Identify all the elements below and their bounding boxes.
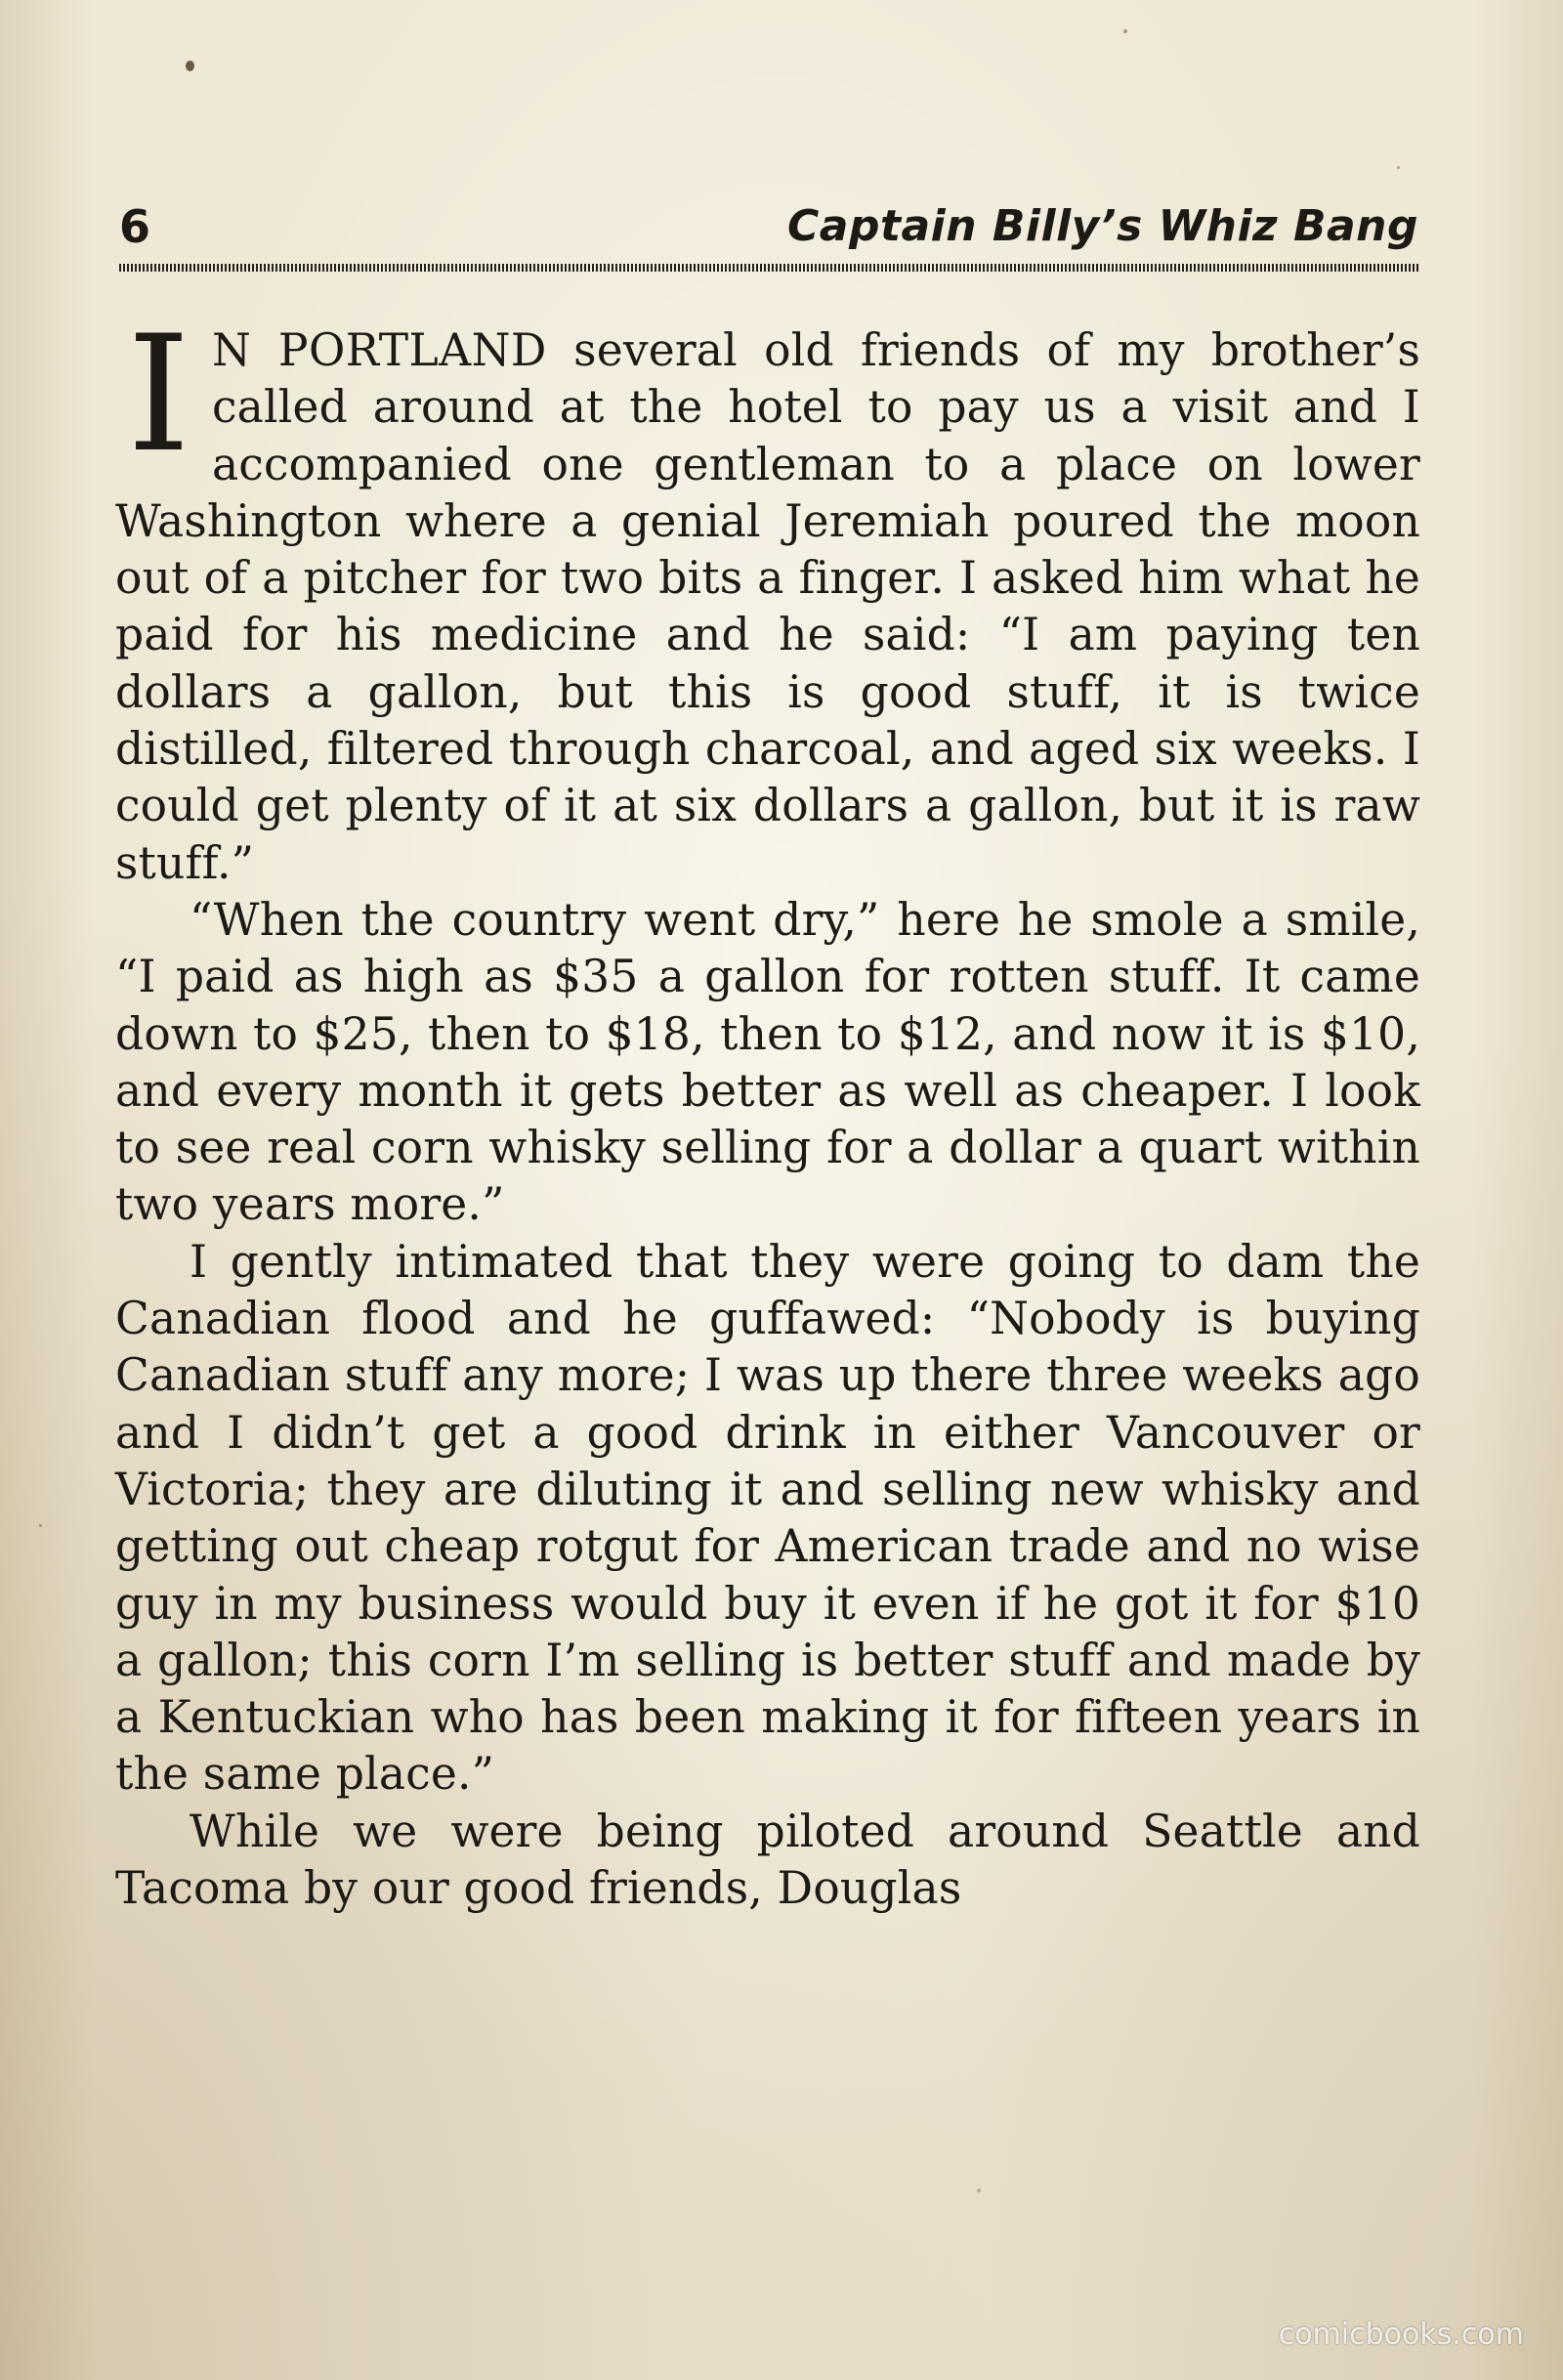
watermark: comicbooks.com <box>1278 2317 1524 2352</box>
paragraph-1-text: several old friends of my brother’s called around at the hotel to pay us a visit and I accompanied one gentleman to a place on lower Washington where a genial Jeremiah poured the moon out of a pitcher for two bits a finger. I asked him what he paid for his medicine and he said: “I am paying ten dollars a gallon, but this is good stuff, it is twice distilled, filtered through charcoal, and aged six weeks. I could get plenty of it at six dollars a gallon, but it is raw stuff.” <box>115 324 1420 889</box>
page-header <box>119 195 1418 258</box>
page-number: 6 <box>119 200 151 253</box>
paragraph-3: I gently intimated that they were going to dam the Canadian flood and he guffawed: “Nobody is buying Canadian stuff any more; I was up there three weeks ago and I didn’t get a good drink in either Vancouver or Victoria; they are diluting it and selling new whisky and getting out cheap rotgut for American trade and no wise guy in my business would buy it even if he got it for $10 a gallon; this corn I’m selling is better stuff and made by a Kentuckian who has been making it for fifteen years in the same place.” <box>115 1235 1420 1801</box>
running-title: Captain Billy’s Whiz Bang <box>786 201 1418 251</box>
drop-cap: I <box>127 301 190 488</box>
header-rule <box>119 264 1418 272</box>
paragraph-2: “When the country went dry,” here he smole a smile, “I paid as high as $35 a gallon for rotten stuff. It came down to $25, then to $18, then to $12, and now it is $10, and every month it gets better as well as cheaper. I look to see real corn whisky selling for a dollar a quart within two years more.” <box>115 893 1420 1231</box>
lead-words: N PORTLAND <box>211 324 547 376</box>
paper-speck <box>1123 29 1127 33</box>
article-body <box>115 301 1420 1917</box>
paragraph-1 <box>115 301 1420 892</box>
paper-speck <box>39 1524 42 1527</box>
paper-speck <box>186 61 194 71</box>
paper-speck <box>977 2189 981 2192</box>
paper-speck <box>1397 166 1400 169</box>
paragraph-4: While we were being piloted around Seattle and Tacoma by our good friends, Douglas <box>115 1805 1420 1915</box>
